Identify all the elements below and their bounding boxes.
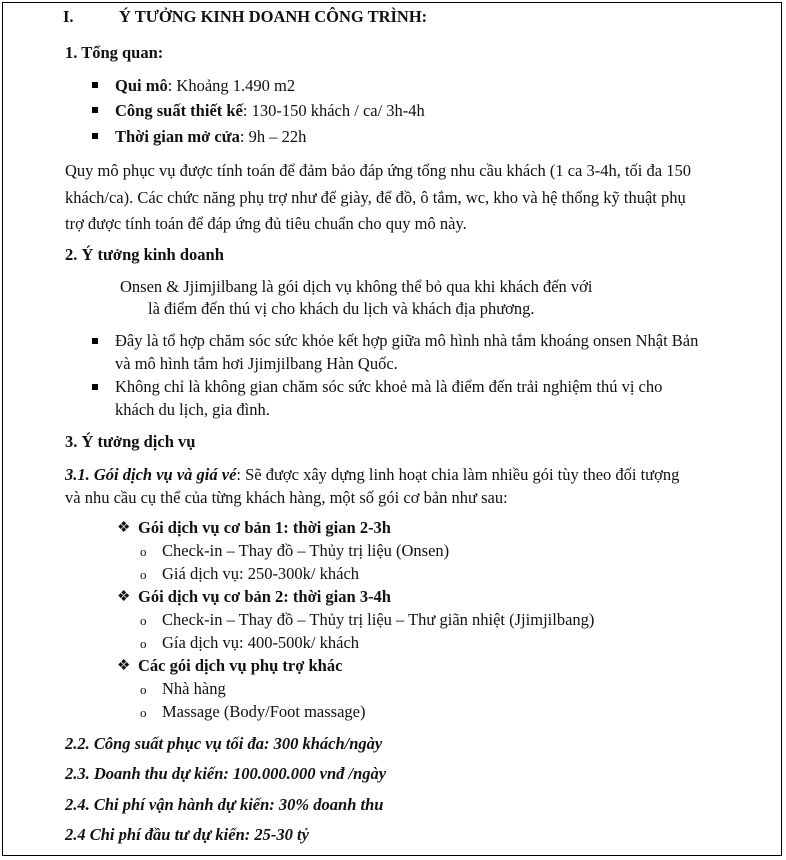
diamond-bullet-icon: ❖ bbox=[117, 589, 131, 605]
service-sub-line: và nhu cầu cụ thể của từng khách hàng, một số gói cơ bản như sau: bbox=[65, 488, 508, 507]
circle-bullet-icon: o bbox=[140, 613, 147, 628]
idea-intro-line: là điểm đến thú vị cho khách du lịch và khách địa phương. bbox=[148, 299, 535, 318]
circle-bullet-icon: o bbox=[140, 682, 147, 697]
package-item: Check-in – Thay đồ – Thủy trị liệu (Onsen) bbox=[162, 541, 450, 560]
bullet-square-icon bbox=[92, 384, 98, 390]
idea-bullet-line: và mô hình tắm hơi Jjimjilbang Hàn Quốc. bbox=[115, 354, 398, 373]
package-item: Giá dịch vụ: 250-300k/ khách bbox=[162, 564, 360, 583]
circle-bullet-icon: o bbox=[140, 544, 147, 559]
diamond-bullet-icon: ❖ bbox=[117, 658, 131, 674]
overview-paragraph-line: trợ được tính toán để đáp ứng đủ tiêu chuẩn cho quy mô này. bbox=[65, 214, 467, 233]
metric-capacity: 2.2. Công suất phục vụ tối đa: 300 khách/ngày bbox=[65, 734, 383, 753]
package-item: Massage (Body/Foot massage) bbox=[162, 702, 366, 721]
overview-heading: 1. Tổng quan: bbox=[65, 43, 164, 62]
idea-bullet-line: Đây là tổ hợp chăm sóc sức khỏe kết hợp giữa mô hình nhà tắm khoáng onsen Nhật Bản bbox=[115, 331, 699, 350]
idea-bullet-line: khách du lịch, gia đình. bbox=[115, 400, 270, 419]
metric-operating-cost: 2.4. Chi phí vận hành dự kiến: 30% doanh thu bbox=[65, 795, 384, 814]
circle-bullet-icon: o bbox=[140, 636, 147, 651]
package-item: Check-in – Thay đồ – Thủy trị liệu – Thư giãn nhiệt (Jjimjilbang) bbox=[162, 610, 595, 629]
bullet-square-icon bbox=[92, 133, 98, 139]
overview-item: Qui mô: Khoảng 1.490 m2 bbox=[115, 76, 296, 95]
package-title: Các gói dịch vụ phụ trợ khác bbox=[138, 656, 343, 675]
metric-investment-cost: 2.4 Chi phí đầu tư dự kiến: 25-30 tỷ bbox=[65, 825, 309, 844]
circle-bullet-icon: o bbox=[140, 567, 147, 582]
package-item: Gía dịch vụ: 400-500k/ khách bbox=[162, 633, 360, 652]
metric-revenue: 2.3. Doanh thu dự kiến: 100.000.000 vnđ /ngày bbox=[65, 764, 387, 783]
package-title: Gói dịch vụ cơ bản 2: thời gian 3-4h bbox=[138, 587, 391, 606]
bullet-square-icon bbox=[92, 107, 98, 113]
idea-heading: 2. Ý tưởng kinh doanh bbox=[65, 245, 224, 264]
bullet-square-icon bbox=[92, 338, 98, 344]
overview-item: Công suất thiết kế: 130-150 khách / ca/ 3h-4h bbox=[115, 101, 425, 120]
circle-bullet-icon: o bbox=[140, 705, 147, 720]
idea-bullet-line: Không chỉ là không gian chăm sóc sức khoẻ mà là điểm đến trải nghiệm thú vị cho bbox=[115, 377, 663, 396]
overview-paragraph-line: Quy mô phục vụ được tính toán để đảm bảo đáp ứng tổng nhu cầu khách (1 ca 3-4h, tối đa 150 bbox=[65, 161, 691, 180]
diamond-bullet-icon: ❖ bbox=[117, 520, 131, 536]
package-item: Nhà hàng bbox=[162, 679, 226, 698]
bullet-square-icon bbox=[92, 82, 98, 88]
service-heading: 3. Ý tưởng dịch vụ bbox=[65, 432, 196, 451]
overview-paragraph-line: khách/ca). Các chức năng phụ trợ như để giày, để đồ, ô tắm, wc, kho và hệ thống kỹ thuật phụ bbox=[65, 188, 686, 207]
package-title: Gói dịch vụ cơ bản 1: thời gian 2-3h bbox=[138, 518, 391, 537]
section-title: Ý TƯỞNG KINH DOANH CÔNG TRÌNH: bbox=[119, 7, 428, 26]
overview-item: Thời gian mở cửa: 9h – 22h bbox=[115, 127, 307, 146]
idea-intro-line: Onsen & Jjimjilbang là gói dịch vụ không thể bỏ qua khi khách đến với bbox=[120, 277, 593, 296]
section-number: I. bbox=[63, 7, 74, 26]
service-sub-line: 3.1. Gói dịch vụ và giá vé: Sẽ được xây dựng linh hoạt chia làm nhiều gói tùy theo đối tượng bbox=[65, 465, 680, 484]
